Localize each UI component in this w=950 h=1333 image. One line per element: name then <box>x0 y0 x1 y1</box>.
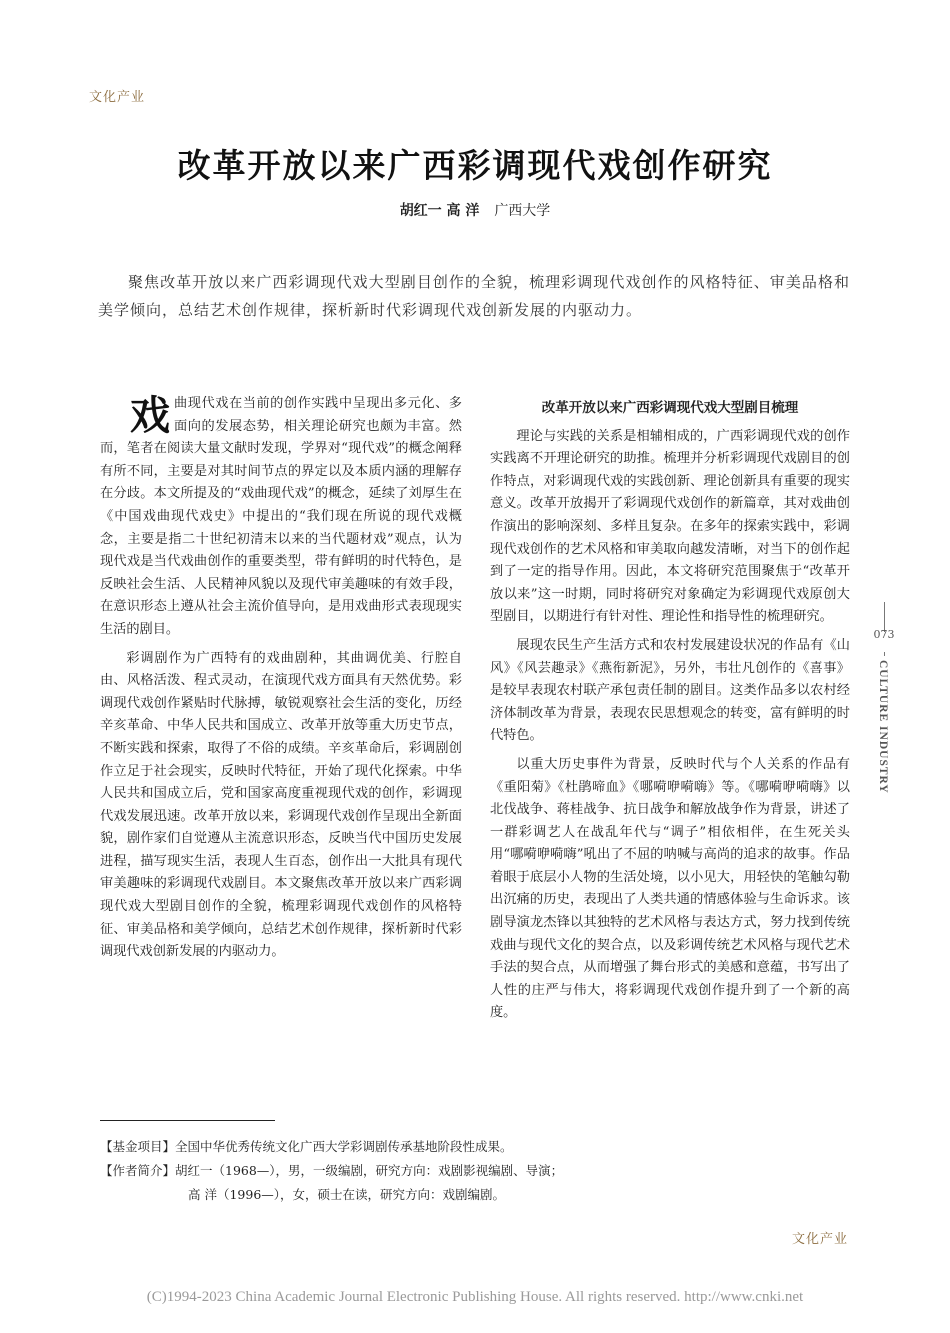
paragraph-text: 曲现代戏在当前的创作实践中呈现出多元化、多面向的发展态势，相关理论研究也颇为丰富。然而，笔者在阅读大量文献时发现，学界对“现代戏”的概念阐释有所不同，主要是对其时间节点的界定以及本质内涵的理解存在分歧。本文所提及的“戏曲现代戏”的概念，延续了刘厚生在《中国戏曲现代戏史》中提出的“我们现在所说的现代戏概念，主要是指二十世纪初清末以来的当代题材戏”观点，认为现代戏是当代戏曲创作的重要类型，带有鲜明的时代特色，是反映社会生活、人民精神风貌以及现代审美趣味的有效手段，在意识形态上遵从社会主流价值导向，是用戏曲形式表现现实生活的剧目。 <box>100 396 462 637</box>
paragraph: 展现农民生产生活方式和农村发展建设状况的作品有《山风》《风芸趣录》《燕衔新泥》，另外，韦壮凡创作的《喜事》是较早表现农村联产承包责任制的剧目。这类作品多以农村经济体制改革为背景，表现农民思想观念的转变，富有鲜明的时代特色。 <box>490 637 850 744</box>
author-note: 【作者简介】胡红一（1968—），男，一级编剧，研究方向：戏剧影视编剧、导演； <box>100 1163 564 1178</box>
author-line <box>0 200 950 220</box>
fund-note: 【基金项目】全国中华优秀传统文化广西大学彩调剧传承基地阶段性成果。 <box>100 1139 513 1154</box>
paragraph: 彩调剧作为广西特有的戏曲剧种，其曲调优美、行腔自由、风格活泼、程式灵动，在演现代戏方面具有天然优势。彩调现代戏创作紧贴时代脉搏，敏锐观察社会生活的变化，历经辛亥革命、中华人民共和国成立、改革开放等重大历史节点，不断实践和探索，取得了不俗的成绩。辛亥革命后，彩调剧创作立足于社会现实，反映时代特征，开始了现代化探索。中华人民共和国成立后，党和国家高度重视现代戏的创作，彩调现代戏发展迅速。改革开放以来，彩调现代戏创作呈现出全新面貌，剧作家们自觉遵从主流意识形态，反映当代中国历史发展进程，描写现实生活，表现人生百态，创作出一大批具有现代审美趣味的彩调现代戏剧目。本文聚焦改革开放以来广西彩调现代戏大型剧目创作的全貌，梳理彩调现代戏创作的风格特征、审美品格和美学倾向，总结艺术创作规律，探析新时代彩调现代戏创新发展的内驱动力。 <box>100 650 462 960</box>
footnotes <box>100 1135 860 1207</box>
page-number: 073 <box>873 628 895 641</box>
dropcap: 戏 <box>130 392 170 439</box>
journal-name: CULTURE INDUSTRY <box>877 660 889 794</box>
author-note-2: 高 洋（1996—），女，硕士在读，研究方向：戏剧编剧。 <box>188 1187 506 1202</box>
affiliation: 广西大学 <box>494 203 551 219</box>
abstract: 聚焦改革开放以来广西彩调现代戏大型剧目创作的全貌，梳理彩调现代戏创作的风格特征、审美品格和美学倾向，总结艺术创作规律，探析新时代彩调现代戏创新发展的内驱动力。 <box>98 273 850 319</box>
side-divider <box>884 652 885 656</box>
footer-section-tag: 文化产业 <box>792 1232 849 1247</box>
right-column <box>490 397 850 1031</box>
article-title: 改革开放以来广西彩调现代戏创作研究 <box>177 146 773 185</box>
left-column <box>100 393 462 970</box>
paragraph: 理论与实践的关系是相辅相成的，广西彩调现代戏的创作实践离不开理论研究的助推。梳理并分析彩调现代戏剧目的创作特点，对彩调现代戏的实践创新、理论创新具有重要的现实意义。改革开放揭开了彩调现代戏创作的新篇章，其对戏曲创作演出的影响深刻、多样且复杂。在多年的探索实践中，彩调现代戏创作的艺术风格和审美取向越发清晰，对当下的创作起到了一定的指导作用。因此，本文将研究范围聚焦于“改革开放以来”这一时期，同时将研究对象确定为彩调现代戏原创大型剧目，以期进行有针对性、理论性和指导性的梳理研究。 <box>490 428 850 625</box>
footnote-divider <box>100 1120 275 1121</box>
paragraph <box>100 393 462 642</box>
authors: 胡红一 高 洋 <box>399 203 480 219</box>
section-heading: 改革开放以来广西彩调现代戏大型剧目梳理 <box>541 400 799 416</box>
copyright-watermark: (C)1994-2023 China Academic Journal Electronic Publishing House. All rights reserved. http://www.cnki.net <box>146 1289 804 1305</box>
section-tag: 文化产业 <box>89 90 146 105</box>
paragraph: 以重大历史事件为背景，反映时代与个人关系的作品有《重阳菊》《杜鹃啼血》《哪嗬咿嗬嗨》等。《哪嗬咿嗬嗨》以北伐战争、蒋桂战争、抗日战争和解放战争作为背景，讲述了一群彩调艺人在战乱年代与“调子”相依相伴，在生死关头用“哪嗬咿嗬嗨”吼出了不屈的呐喊与高尚的追求的故事。作品着眼于底层小人物的生活处境，以小见大，用轻快的笔触勾勒出沉痛的历史，表现出了人类共通的情感体验与生命诉求。该剧导演龙杰锋以其独特的艺术风格与表达方式，努力找到传统戏曲与现代文化的契合点，以及彩调传统艺术风格与现代艺术手法的契合点，从而增强了舞台形式的美感和意蕴，书写出了人性的庄严与伟大，将彩调现代戏创作提升到了一个新的高度。 <box>490 756 850 1021</box>
